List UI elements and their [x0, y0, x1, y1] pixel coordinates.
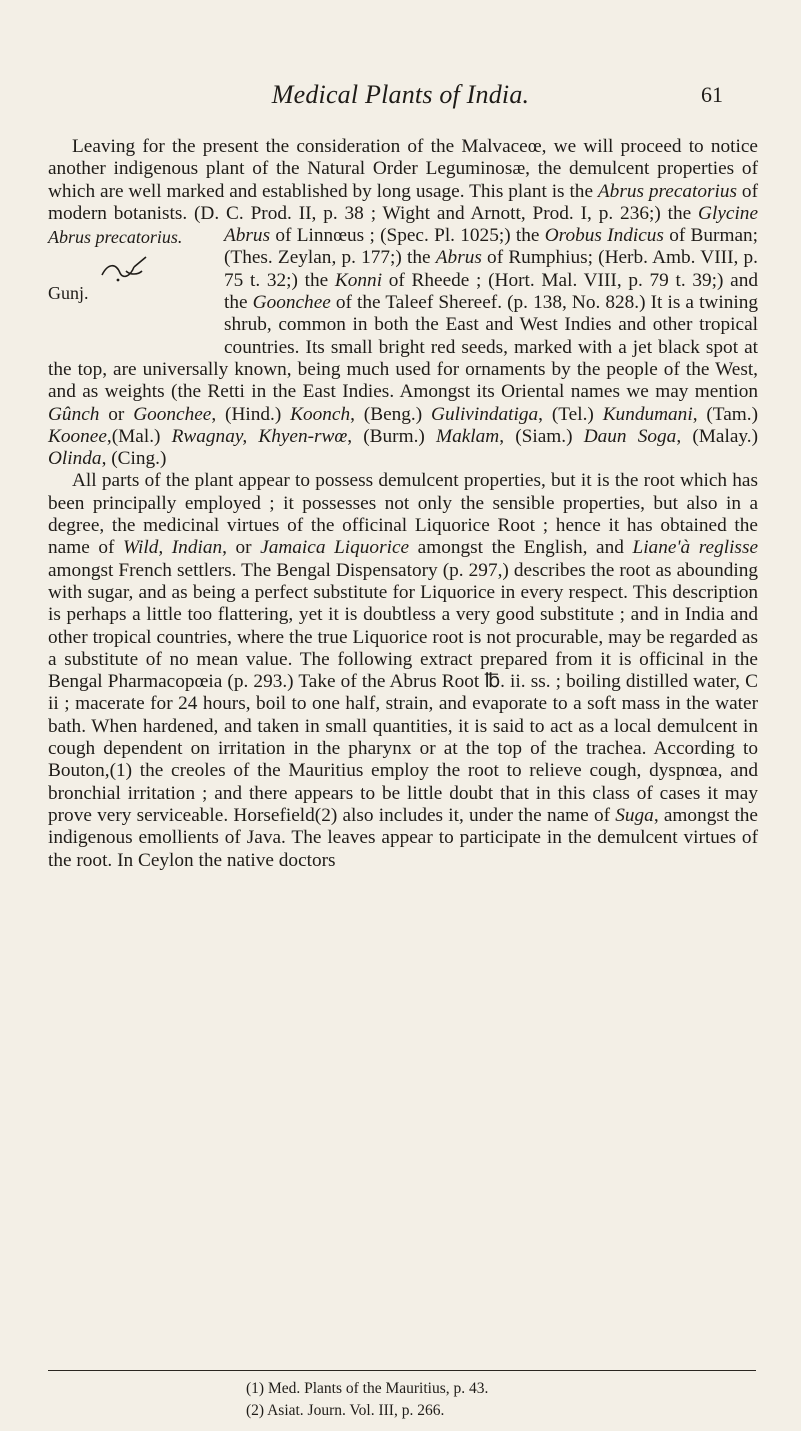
footnote-2: (2) Asiat. Journ. Vol. III, p. 266. [246, 1402, 445, 1419]
text-run: of Rumphius; (Herb. Amb. VIII, p. 75 t. 32;) the [224, 247, 758, 291]
italic-term: Suga [615, 804, 654, 826]
italic-term: Goonchee [252, 292, 331, 314]
footnote-rule [48, 1370, 756, 1371]
text-run: , amongst the indigenous emollients of Java. The leaves appear to participate in the demulcent virtues of the root. In Ceylon the native doctors [48, 804, 758, 871]
text-run: ,(Mal.) [106, 425, 172, 447]
paragraph-leguminosae [48, 136, 758, 470]
footnote-1: (1) Med. Plants of the Mauritius, p. 43. [246, 1380, 489, 1397]
margin-note [48, 225, 218, 357]
paragraph-demulcent [48, 470, 758, 871]
main-text [48, 136, 758, 872]
running-title: Medical Plants of India. [271, 80, 530, 109]
text-run: , (Hind.) [211, 403, 291, 425]
text-run: amongst French settlers. The Bengal Dispensatory (p. 297,) describes the root as abounding with sugar, and as being a perfect substitute for Liquorice in every respect. This description is perhaps a little too flattering, yet it is doubtless a very good substitute ; and in India and other tropical countries, where the true Liquorice root is not procurable, may be regarded as a substitute of no mean value. The following extract prepared from it is officinal in the Bengal Pharmacopœia (p. 293.) Take of the Abrus Root ℔. ii. ss. ; boiling distilled water, C ii ; macerate for 24 hours, boil to one half, strain, and evaporate to a soft mass in the water bath. When hardened, and taken in small quantities, it is said to act as a local demulcent in cough dependent on irritation in the pharynx or at the top of the trachea. According to Bouton,(1) the creoles of the Mauritius employ the root to relieve cough, dyspnœa, and bronchial irritation ; and there appears to be little doubt that in this class of cases it may prove very serviceable. Horsefield(2) also includes it, under the name of [48, 559, 758, 826]
italic-term: Kundumani [602, 403, 693, 425]
running-header [0, 80, 801, 116]
text-run: Leaving for the present the consideration of the Malvaceœ, we will proceed to notice another indigenous plant of the Natural Order Leguminosæ, the demulcent properties of which are well marked and established by long usage. This plant is the [48, 136, 758, 202]
italic-term: Liane'à reglisse [632, 537, 759, 559]
vernacular-script-mark [96, 253, 156, 283]
italic-term: Abrus [435, 247, 482, 269]
italic-term: Glycine Abrus [224, 202, 758, 247]
italic-term: Konni [334, 269, 383, 291]
italic-term: Maklam [436, 425, 500, 447]
text-run: , (Tel.) [538, 403, 603, 425]
italic-term: Koonee [48, 425, 107, 447]
text-run: , or [222, 537, 261, 559]
text-run: , (Malay.) [676, 425, 759, 447]
italic-term: Jamaica Liquorice [260, 537, 410, 559]
text-run: amongst the English, and [409, 537, 633, 559]
italic-term: Koonch [290, 403, 351, 425]
text-run: of Rheede ; (Hort. Mal. VIII, p. 79 t. 39;) and the [224, 269, 758, 314]
margin-note-species: Abrus precatorius. [48, 227, 183, 248]
italic-term: Gûnch [48, 403, 100, 425]
text-run: or [99, 403, 134, 425]
italic-term: Goonchee [133, 403, 212, 425]
text-run: , (Siam.) [499, 425, 584, 447]
text-run: All parts of the plant appear to possess demulcent properties, but it is the root which has been principally employed ; it possesses not only the sensible properties, but also in a degree, the medicinal virtues of the officinal Liquorice Root ; hence it has obtained the name of [48, 470, 758, 559]
italic-term: Rwagnay, Khyen-rwœ [171, 425, 348, 447]
italic-term: Wild, Indian [123, 537, 223, 559]
text-run: of modern botanists. (D. C. Prod. II, p. 38 ; Wight and Arnott, Prod. I, p. 236;) the [48, 180, 758, 224]
margin-note-vernacular: Gunj. [48, 283, 89, 304]
italic-term: Abrus precatorius [597, 180, 738, 202]
italic-term: Orobus Indicus [544, 225, 664, 247]
text-run: of the Taleef Shereef. (p. 138, No. 828.) It is a twining shrub, common in both the East and West Indies and other tropical countries. Its small bright red seeds, marked with a jet black spot at the top, are universally known, being much used for ornaments by the people of the West, and as weights (the Retti in the East Indies. Amongst its Oriental names we may mention [48, 292, 758, 403]
text-run: of Linnœus ; (Spec. Pl. 1025;) the [270, 225, 545, 247]
text-run: , (Tam.) [692, 403, 759, 425]
italic-term: Daun Soga [583, 425, 677, 447]
footnotes [246, 1378, 766, 1422]
text-run: , (Burm.) [347, 425, 437, 447]
italic-term: Olinda [48, 448, 102, 470]
text-run: , (Cing.) [101, 448, 167, 470]
page-number: 61 [701, 82, 723, 107]
text-run: , (Beng.) [350, 403, 432, 425]
text-run: of Burman; (Thes. Zeylan, p. 177;) the [224, 225, 759, 269]
italic-term: Gulivindatiga [431, 403, 539, 425]
